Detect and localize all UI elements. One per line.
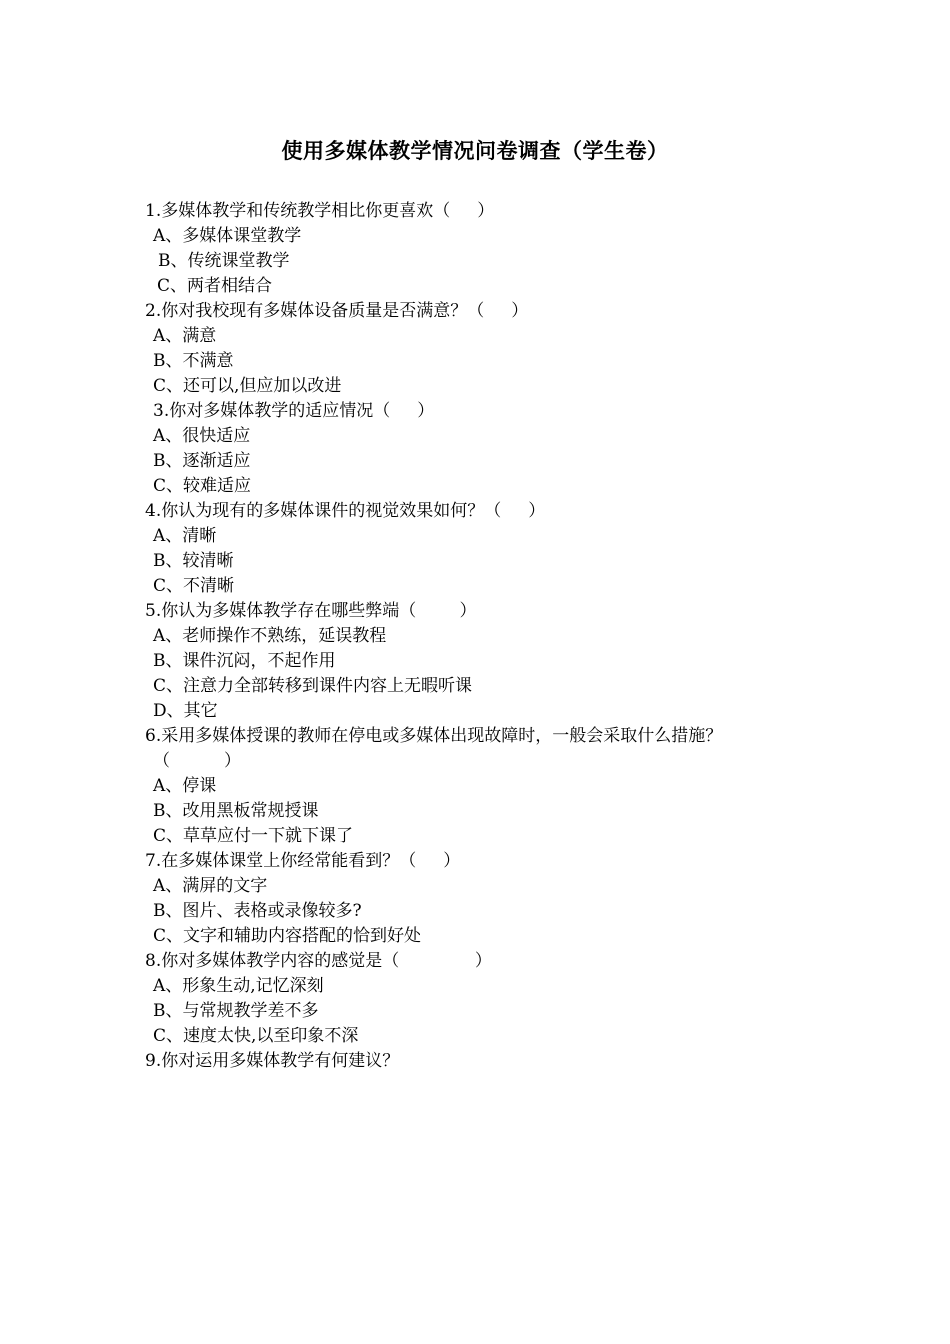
question-5: 5.你认为多媒体教学存在哪些弊端（ ） xyxy=(145,601,477,621)
option-6b: B、改用黑板常规授课 xyxy=(153,801,319,821)
option-4a: A、清晰 xyxy=(153,526,217,546)
option-4c: C、不清晰 xyxy=(153,576,235,596)
question-8: 8.你对多媒体教学内容的感觉是（ ） xyxy=(145,951,492,971)
option-5b: B、课件沉闷，不起作用 xyxy=(153,651,336,671)
question-6-answer-blank: （ ） xyxy=(153,751,242,771)
question-9: 9.你对运用多媒体教学有何建议？ xyxy=(145,1051,400,1071)
option-4b: B、较清晰 xyxy=(153,551,234,571)
option-5a: A、老师操作不熟练，延误教程 xyxy=(153,626,387,646)
question-2: 2.你对我校现有多媒体设备质量是否满意？（ ） xyxy=(145,301,529,321)
question-7: 7.在多媒体课堂上你经常能看到？（ ） xyxy=(145,851,461,871)
question-3: 3.你对多媒体教学的适应情况（ ） xyxy=(153,401,435,421)
questionnaire-body xyxy=(145,199,810,1074)
option-2b: B、不满意 xyxy=(153,351,234,371)
option-7b: B、图片、表格或录像较多? xyxy=(153,901,362,921)
option-5c: C、注意力全部转移到课件内容上无暇听课 xyxy=(153,676,473,696)
question-1: 1.多媒体教学和传统教学相比你更喜欢（ ） xyxy=(145,201,495,221)
question-6: 6.采用多媒体授课的教师在停电或多媒体出现故障时，一般会采取什么措施？ xyxy=(145,726,723,746)
option-3a: A、很快适应 xyxy=(153,426,251,446)
option-8a: A、形象生动,记忆深刻 xyxy=(153,976,324,996)
option-8b: B、与常规教学差不多 xyxy=(153,1001,319,1021)
option-5d: D、其它 xyxy=(153,701,218,721)
option-6c: C、草草应付一下就下课了 xyxy=(153,826,354,846)
option-7c: C、文字和辅助内容搭配的恰到好处 xyxy=(153,926,422,946)
option-8c: C、速度太快,以至印象不深 xyxy=(153,1026,359,1046)
option-7a: A、满屏的文字 xyxy=(153,876,268,896)
option-1a: A、多媒体课堂教学 xyxy=(153,226,302,246)
option-6a: A、停课 xyxy=(153,776,217,796)
option-2c: C、还可以,但应加以改进 xyxy=(153,376,342,396)
option-1c: C、两者相结合 xyxy=(157,276,273,296)
option-3c: C、较难适应 xyxy=(153,476,252,496)
page-title: 使用多媒体教学情况问卷调查（学生卷） xyxy=(281,138,669,163)
option-3b: B、逐渐适应 xyxy=(153,451,251,471)
option-1b: B、传统课堂教学 xyxy=(158,251,290,271)
option-2a: A、满意 xyxy=(153,326,217,346)
question-4: 4.你认为现有的多媒体课件的视觉效果如何？（ ） xyxy=(145,501,546,521)
